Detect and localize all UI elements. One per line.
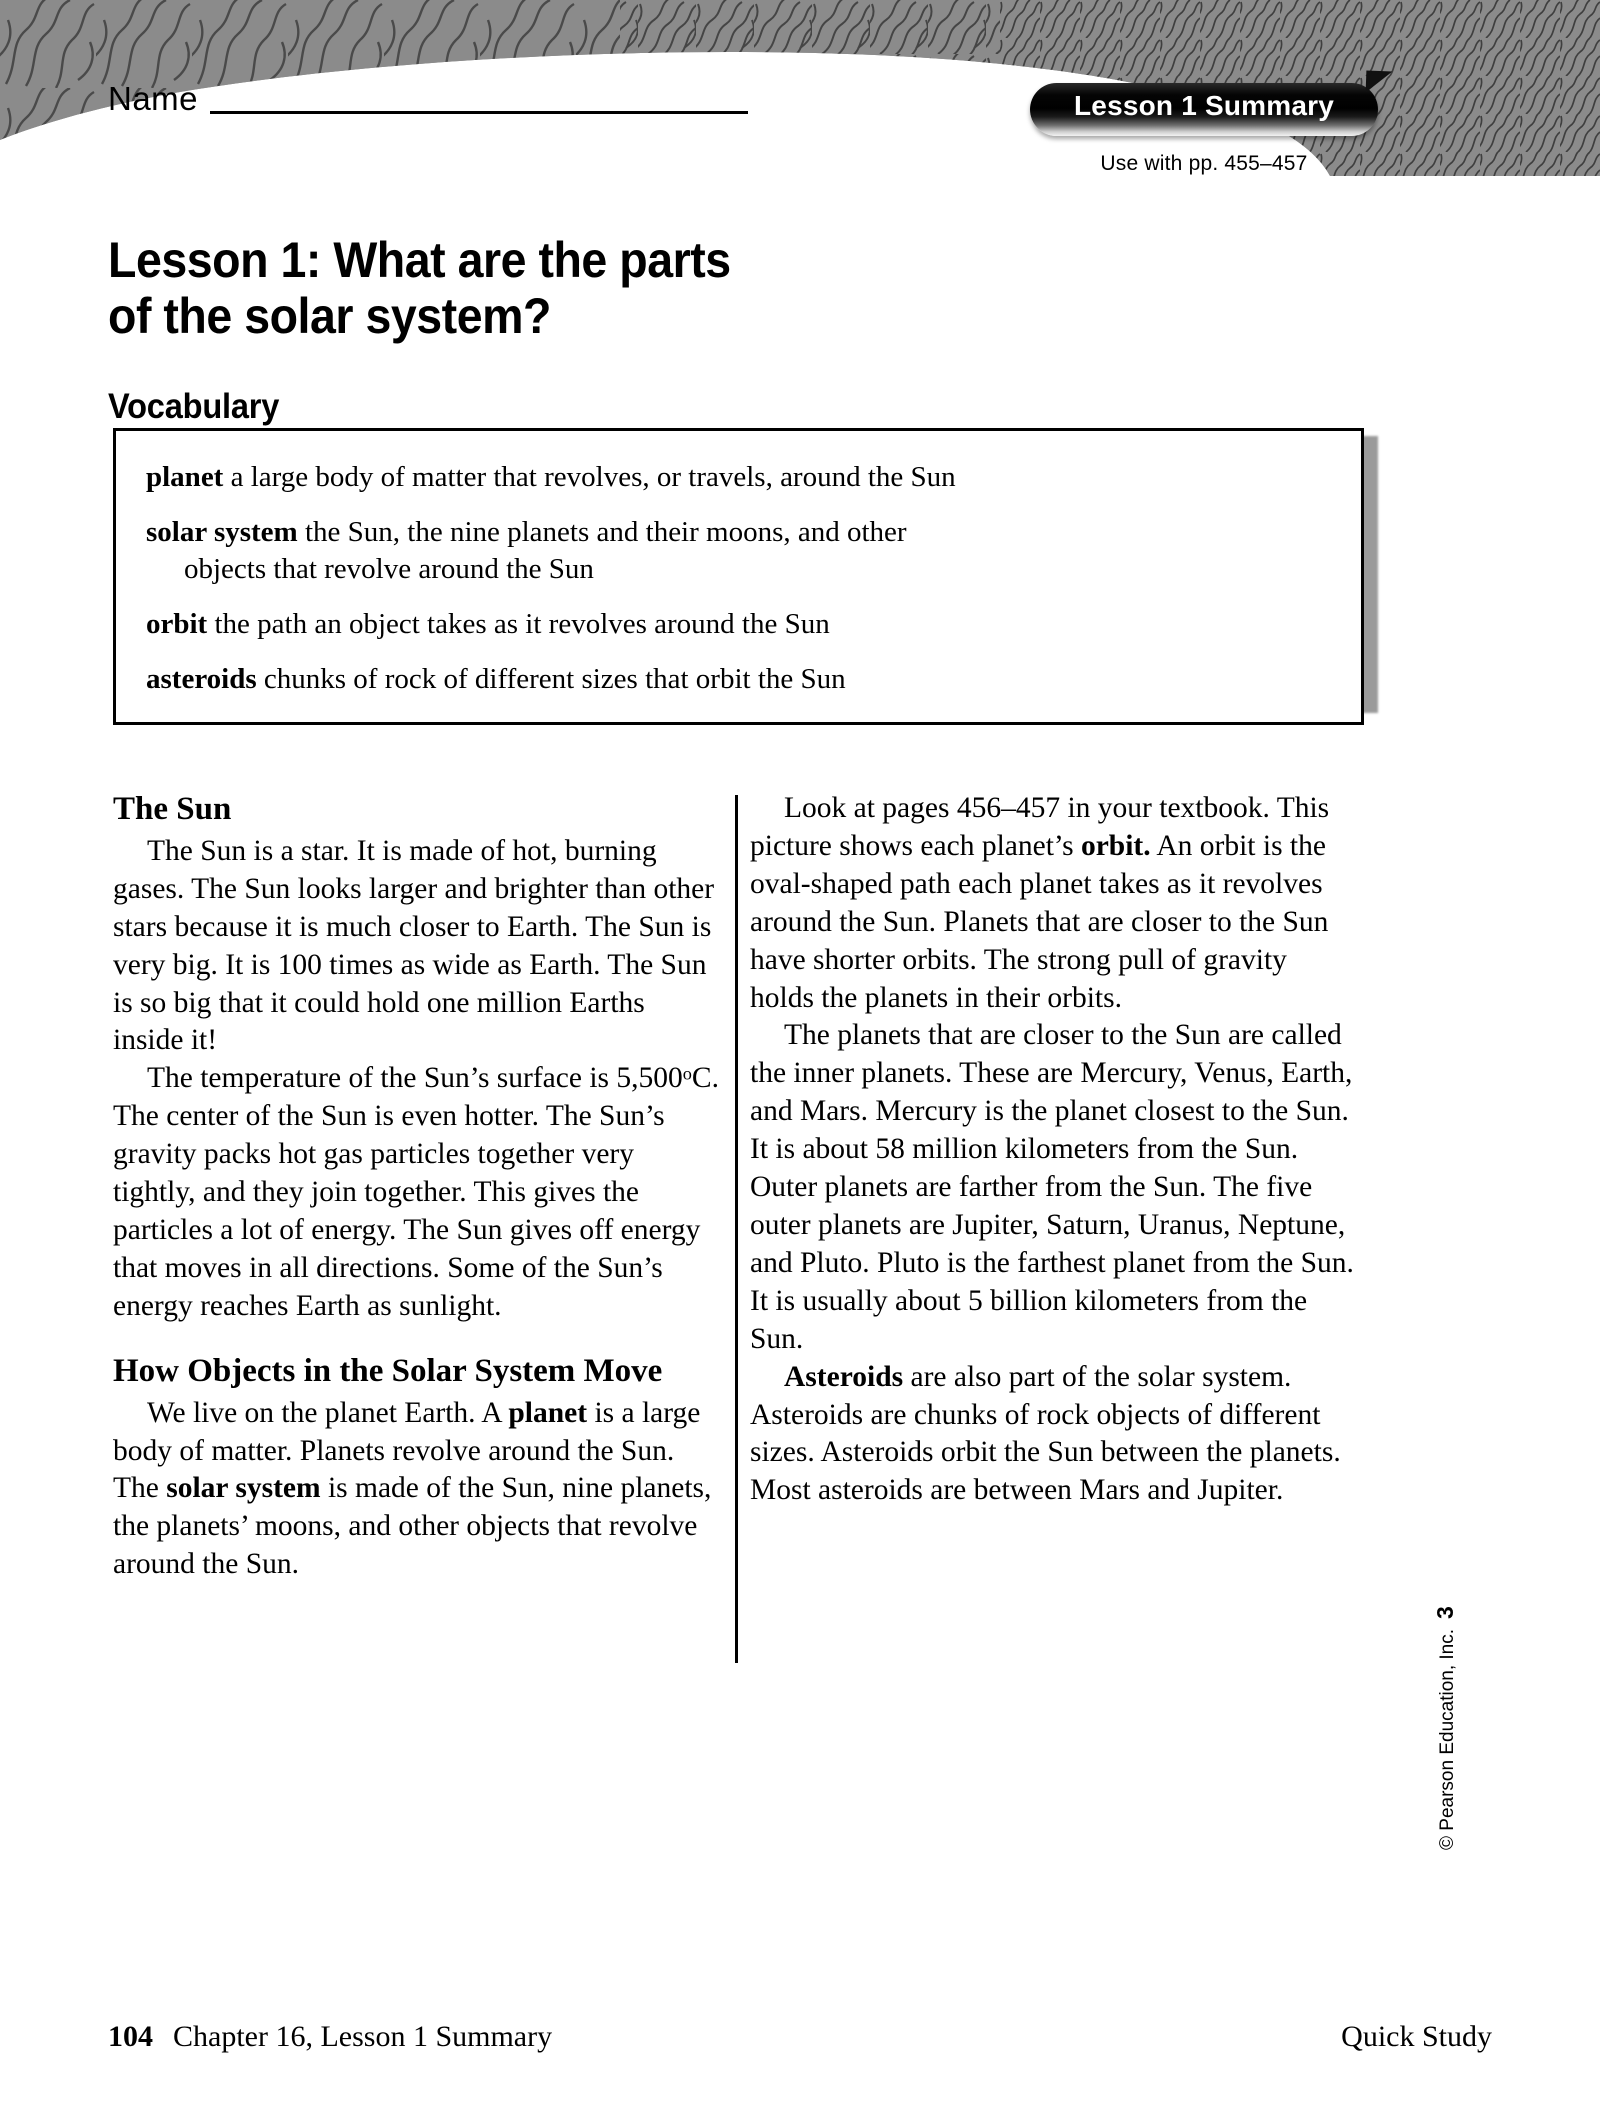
vocabulary-definition: a large body of matter that revolves, or travels, around the Sun (223, 461, 956, 493)
vocabulary-term: solar system (146, 515, 298, 548)
paragraph (750, 790, 1358, 1017)
inline-vocab-term: planet (508, 1396, 588, 1429)
paragraph (113, 1395, 721, 1585)
paragraph-text: C. The center of the Sun is even hotter. The Sun’s gravity packs hot gas particles together very tightly, and they join together. This gives the particles a lot of energy. The Sun gives off energy that moves in all directions. Some of the Sun’s energy reaches Earth as sunlight. (113, 1062, 719, 1322)
name-write-in-line[interactable] (210, 111, 748, 114)
paragraph (750, 1359, 1358, 1511)
vocabulary-box (113, 428, 1364, 725)
inline-vocab-term: solar system (166, 1472, 321, 1505)
vocabulary-definition: the path an object takes as it revolves around the Sun (207, 608, 830, 641)
paragraph-text: We live on the planet Earth. A (147, 1396, 509, 1429)
lesson-summary-badge (1030, 83, 1378, 136)
vocabulary-term: asteroids (146, 662, 257, 695)
vocabulary-entry (146, 514, 1331, 589)
degree-symbol: o (682, 1063, 692, 1084)
vocabulary-definition: chunks of rock of different sizes that orbit the Sun (256, 662, 846, 695)
section-heading-how-objects-move: How Objects in the Solar System Move (113, 1352, 663, 1389)
use-with-pages-note: Use with pp. 455–457 (1100, 152, 1308, 175)
copyright-grade-number: 3 (1432, 1606, 1458, 1619)
paragraph-text: Look at pages 456–457 in your textbook. This picture shows each planet’s (750, 792, 1330, 862)
vocabulary-entry (146, 661, 1331, 699)
column-divider (735, 795, 738, 1663)
paragraph: The planets that are closer to the Sun are called the inner planets. These are Mercury, Venus, Earth, and Mars. Mercury is the planet closest to the Sun. It is about 58 million kilometers from the Sun. Outer planets are farther from the Sun. The five outer planets are Jupiter, Saturn, Uranus, Neptune, and Pluto. Pluto is the farthest planet from the Sun. It is usually about 5 billion kilometers from the Sun. (750, 1019, 1354, 1355)
right-text-column (750, 790, 1358, 1510)
copyright-notice (1432, 1550, 1459, 1850)
section-heading-the-sun: The Sun (113, 791, 232, 827)
paragraph-text: is a large body of matter. Planets revolve around the Sun. The (113, 1396, 701, 1505)
vocabulary-entry (146, 606, 1331, 644)
vocabulary-definition-continued: objects that revolve around the Sun (184, 553, 594, 586)
footer-chapter-label: Chapter 16, Lesson 1 Summary (173, 2020, 553, 2053)
page-title-line-2: of the solar system? (108, 288, 551, 344)
vocabulary-term: planet (146, 461, 224, 493)
page-title-line-1: Lesson 1: What are the parts (108, 231, 731, 288)
page-number: 104 (108, 2020, 153, 2053)
lesson-summary-badge-label: Lesson 1 Summary (1074, 89, 1334, 121)
copyright-text: © Pearson Education, Inc. (1437, 1628, 1458, 1850)
footer-left-group (108, 2020, 552, 2054)
paragraph-text: are also part of the solar system. Asteroids are chunks of rock objects of different sizes. Asteroids orbit the Sun between the planets. Most asteroids are between Mars and Jupiter. (750, 1360, 1341, 1507)
inline-vocab-term: Asteroids (784, 1360, 904, 1393)
vocabulary-entry (146, 459, 1331, 497)
vocabulary-heading: Vocabulary (108, 387, 280, 427)
footer-series-label: Quick Study (1341, 2020, 1492, 2053)
paragraph-text: The temperature of the Sun’s surface is 5,500 (147, 1062, 683, 1095)
vocabulary-definition: the Sun, the nine planets and their moons, and other (297, 515, 907, 548)
page-footer (108, 2020, 1492, 2054)
paragraph: The Sun is a star. It is made of hot, burning gases. The Sun looks larger and brighter than other stars because it is much closer to Earth. The Sun is very big. It is 100 times as wide as Earth. The Sun is so big that it could hold one million Earths inside it! (113, 834, 715, 1057)
vocabulary-term: orbit (146, 608, 208, 641)
name-field-row (108, 82, 748, 117)
badge-tail-icon (1366, 71, 1393, 94)
page-title (108, 232, 945, 345)
name-label: Name (108, 80, 199, 117)
paragraph-text: An orbit is the oval-shaped path each planet takes as it revolves around the Sun. Planets that are closer to the Sun have shorter orbits. The strong pull of gravity holds the planets in their orbits. (750, 829, 1329, 1014)
lesson-badge-group (1030, 83, 1390, 176)
paragraph-text: is made of the Sun, nine planets, the planets’ moons, and other objects that revolve around the Sun. (113, 1472, 712, 1581)
paragraph (113, 1060, 721, 1325)
inline-vocab-term: orbit. (1080, 829, 1151, 862)
left-text-column (113, 790, 721, 1584)
